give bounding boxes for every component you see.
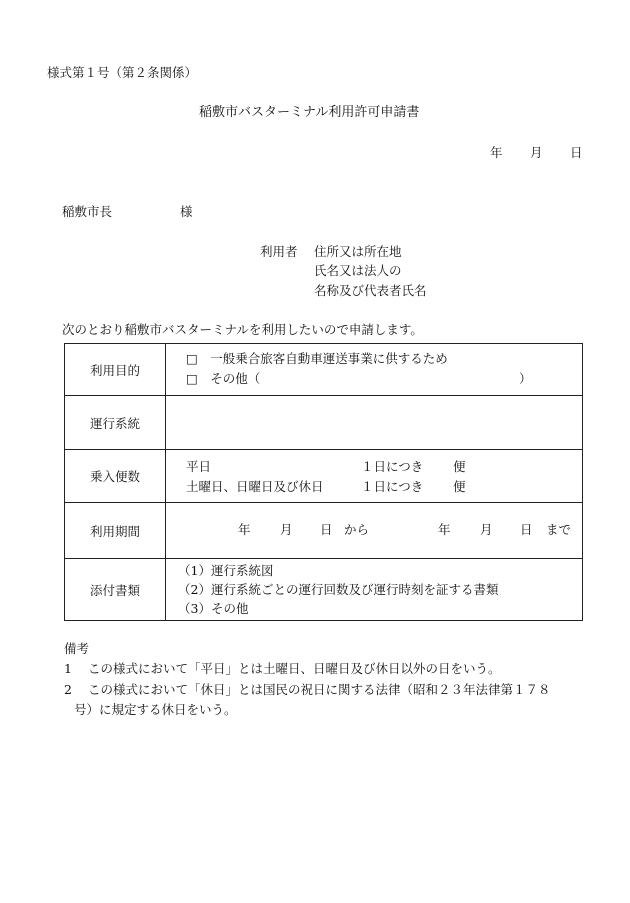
row-purpose: [65, 344, 583, 396]
purpose-cell: [166, 344, 583, 396]
applicant-name-label-1: 氏名又は法人の: [314, 263, 402, 278]
holiday-label: 土曜日、日曜日及び休日: [186, 479, 324, 494]
applicant-name-label-2: 名称及び代表者氏名: [314, 283, 427, 298]
period-to-year: 年: [438, 522, 451, 537]
period-from-year: 年: [238, 522, 251, 537]
applicant-label: 利用者: [260, 244, 298, 259]
purpose-option-1[interactable]: □ 一般乗合旅客自動車運送事業に供するため: [186, 351, 448, 366]
period-to: まで: [546, 522, 572, 537]
trips-label: 乗入便数: [65, 450, 166, 503]
notes-heading: 備考: [64, 641, 90, 656]
holiday-per-day: １日につき: [361, 479, 424, 494]
period-label: 利用期間: [65, 503, 166, 559]
attachment-item-3: （3）その他: [178, 601, 249, 616]
trips-cell: [166, 450, 583, 503]
note-2-text-line-2: 号）に規定する休日をいう。: [74, 702, 237, 717]
period-to-day: 日: [520, 522, 533, 537]
attachment-item-2: （2）運行系統ごとの運行回数及び運行時刻を証する書類: [178, 582, 499, 597]
row-trips: [65, 450, 583, 503]
period-cell: [166, 503, 583, 559]
period-to-month: 月: [480, 522, 493, 537]
attachments-label: 添付書類: [65, 559, 166, 621]
row-period: [65, 503, 583, 559]
row-attachments: [65, 559, 583, 621]
row-route: [65, 396, 583, 450]
purpose-label: 利用目的: [65, 344, 166, 396]
date-month-label: 月: [530, 145, 543, 160]
document-title: 稲敷市バスターミナル利用許可申請書: [199, 105, 420, 120]
date-day-label: 日: [570, 145, 583, 160]
form-number: 様式第１号（第２条関係）: [47, 65, 198, 80]
applicant-address-label: 住所又は所在地: [314, 244, 402, 259]
period-from-day: 日: [320, 522, 333, 537]
weekday-unit: 便: [453, 459, 466, 474]
note-2-number: 2: [64, 682, 72, 697]
purpose-option-2-close: ）: [519, 371, 532, 386]
date-year-label: 年: [490, 145, 503, 160]
attachments-cell: [166, 559, 583, 621]
period-from-month: 月: [280, 522, 293, 537]
attachment-item-1: （1）運行系統図: [178, 563, 274, 578]
purpose-option-2[interactable]: □ その他（: [186, 371, 261, 386]
note-2-text-line-1: この様式において「休日」とは国民の祝日に関する法律（昭和２３年法律第１７８: [88, 682, 551, 697]
weekday-label: 平日: [186, 459, 212, 474]
note-1-number: 1: [64, 661, 72, 676]
route-cell[interactable]: [166, 396, 583, 450]
addressee-name: 稲敷市長: [62, 204, 113, 219]
intro-text: 次のとおり稲敷市バスターミナルを利用したいので申請します。: [62, 322, 423, 337]
application-table: [64, 343, 583, 621]
addressee-honorific: 様: [180, 204, 193, 219]
period-from: から: [344, 522, 370, 537]
holiday-unit: 便: [453, 479, 466, 494]
note-1-text: この様式において「平日」とは土曜日、日曜日及び休日以外の日をいう。: [88, 661, 501, 676]
route-label: 運行系統: [65, 396, 166, 450]
weekday-per-day: １日につき: [361, 459, 424, 474]
